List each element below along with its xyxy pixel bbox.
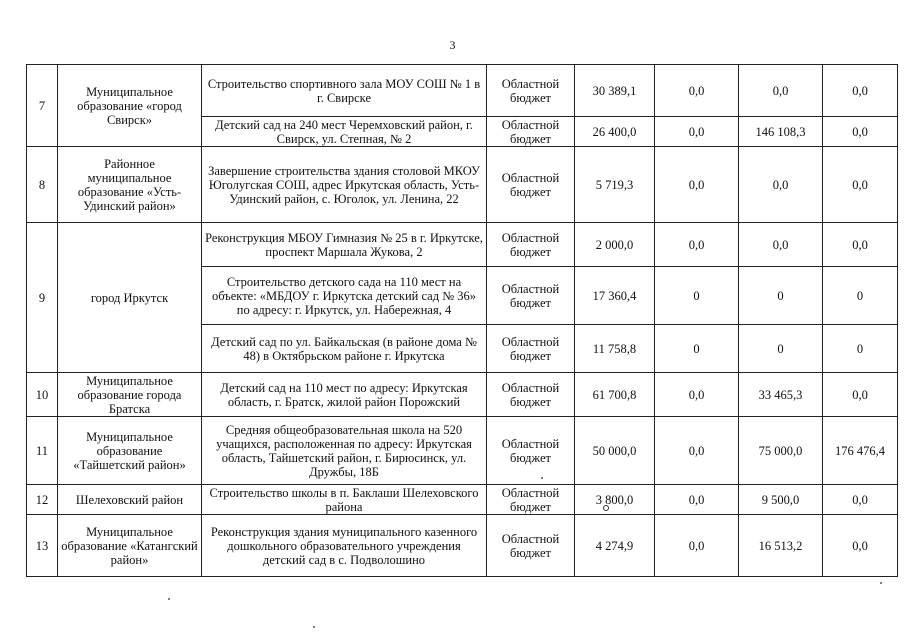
amount-cell: 0,0 — [655, 373, 739, 417]
municipality-cell: Шелеховский район — [58, 485, 202, 515]
amount-cell: 4 274,9 — [575, 515, 655, 577]
object-cell: Строительство детского сада на 110 мест на объекте: «МБДОУ г. Иркутска детский сад № 36» по адресу: г. Иркутск, ул. Набережная, 4 — [202, 267, 487, 325]
amount-cell: 0 — [823, 267, 898, 325]
scan-speck — [541, 477, 543, 479]
source-cell: Областной бюджет — [487, 373, 575, 417]
amount-cell: 0,0 — [739, 223, 823, 267]
amount-cell: 176 476,4 — [823, 417, 898, 485]
table-row — [27, 485, 898, 515]
row-number: 9 — [27, 223, 58, 373]
row-number: 11 — [27, 417, 58, 485]
table-row — [27, 417, 898, 485]
object-cell: Средняя общеобразовательная школа на 520 учащихся, расположенная по адресу: Иркутская область, Тайшетский район, г. Бирюсинск, ул. Дружбы, 18Б — [202, 417, 487, 485]
source-cell: Областной бюджет — [487, 65, 575, 117]
row-number: 8 — [27, 147, 58, 223]
table-row — [27, 147, 898, 223]
amount-cell: 146 108,3 — [739, 117, 823, 147]
amount-cell: 17 360,4 — [575, 267, 655, 325]
source-cell: Областной бюджет — [487, 515, 575, 577]
table-row — [27, 65, 898, 117]
amount-cell: 3 800,0 — [575, 485, 655, 515]
source-cell: Областной бюджет — [487, 223, 575, 267]
object-cell: Детский сад на 240 мест Черемховский район, г. Свирск, ул. Степная, № 2 — [202, 117, 487, 147]
amount-cell: 50 000,0 — [575, 417, 655, 485]
object-cell: Реконструкция здания муниципального казенного дошкольного образовательного учреждения детский сад в с. Подволошино — [202, 515, 487, 577]
source-cell: Областной бюджет — [487, 117, 575, 147]
amount-cell: 0,0 — [823, 65, 898, 117]
amount-cell: 0,0 — [823, 373, 898, 417]
amount-cell: 0,0 — [823, 117, 898, 147]
municipality-cell: Районное муниципальное образование «Усть-Удинский район» — [58, 147, 202, 223]
source-cell: Областной бюджет — [487, 325, 575, 373]
table-row — [27, 515, 898, 577]
row-number: 13 — [27, 515, 58, 577]
amount-cell: 0,0 — [823, 485, 898, 515]
source-cell: Областной бюджет — [487, 417, 575, 485]
row-number: 7 — [27, 65, 58, 147]
source-cell: Областной бюджет — [487, 267, 575, 325]
row-number: 12 — [27, 485, 58, 515]
municipality-cell: Муниципальное образование «Тайшетский район» — [58, 417, 202, 485]
object-cell: Завершение строительства здания столовой МКОУ Юголугская СОШ, адрес Иркутская область, Усть-Удинский район, с. Юголок, ул. Ленина, 22 — [202, 147, 487, 223]
amount-cell: 0,0 — [823, 223, 898, 267]
amount-cell: 2 000,0 — [575, 223, 655, 267]
amount-cell: 0,0 — [655, 515, 739, 577]
object-cell: Детский сад на 110 мест по адресу: Иркутская область, г. Братск, жилой район Порожский — [202, 373, 487, 417]
amount-cell: 26 400,0 — [575, 117, 655, 147]
amount-cell: 0,0 — [655, 417, 739, 485]
page-number: 3 — [449, 38, 456, 52]
row-number: 10 — [27, 373, 58, 417]
scan-speck — [880, 582, 882, 584]
amount-cell: 33 465,3 — [739, 373, 823, 417]
source-cell: Областной бюджет — [487, 485, 575, 515]
amount-cell: 0,0 — [655, 485, 739, 515]
amount-cell: 0,0 — [655, 223, 739, 267]
amount-cell: 0,0 — [655, 117, 739, 147]
municipality-cell: город Иркутск — [58, 223, 202, 373]
table-row — [27, 223, 898, 267]
scan-speck — [168, 598, 170, 600]
amount-cell: 0,0 — [739, 65, 823, 117]
municipality-cell: Муниципальное образование города Братска — [58, 373, 202, 417]
amount-cell: 11 758,8 — [575, 325, 655, 373]
amount-cell: 0,0 — [823, 147, 898, 223]
amount-cell: 0 — [739, 325, 823, 373]
scan-speck — [313, 626, 315, 628]
amount-cell: 0,0 — [823, 515, 898, 577]
municipality-cell: Муниципальное образование «Катангский район» — [58, 515, 202, 577]
source-cell: Областной бюджет — [487, 147, 575, 223]
object-cell: Реконструкция МБОУ Гимназия № 25 в г. Иркутске, проспект Маршала Жукова, 2 — [202, 223, 487, 267]
budget-table — [26, 64, 898, 577]
amount-cell: 5 719,3 — [575, 147, 655, 223]
amount-cell: 30 389,1 — [575, 65, 655, 117]
amount-cell: 0 — [823, 325, 898, 373]
amount-cell: 75 000,0 — [739, 417, 823, 485]
amount-cell: 0 — [655, 267, 739, 325]
amount-cell: 0 — [655, 325, 739, 373]
amount-cell: 9 500,0 — [739, 485, 823, 515]
object-cell: Детский сад по ул. Байкальская (в районе дома № 48) в Октябрьском районе г. Иркутска — [202, 325, 487, 373]
amount-cell: 0,0 — [655, 65, 739, 117]
amount-cell: 0 — [739, 267, 823, 325]
amount-cell: 16 513,2 — [739, 515, 823, 577]
municipality-cell: Муниципальное образование «город Свирск» — [58, 65, 202, 147]
amount-cell: 0,0 — [655, 147, 739, 223]
object-cell: Строительство школы в п. Баклаши Шелеховского района — [202, 485, 487, 515]
table-row — [27, 373, 898, 417]
scan-speck — [603, 505, 609, 511]
object-cell: Строительство спортивного зала МОУ СОШ № 1 в г. Свирске — [202, 65, 487, 117]
amount-cell: 0,0 — [739, 147, 823, 223]
amount-cell: 61 700,8 — [575, 373, 655, 417]
